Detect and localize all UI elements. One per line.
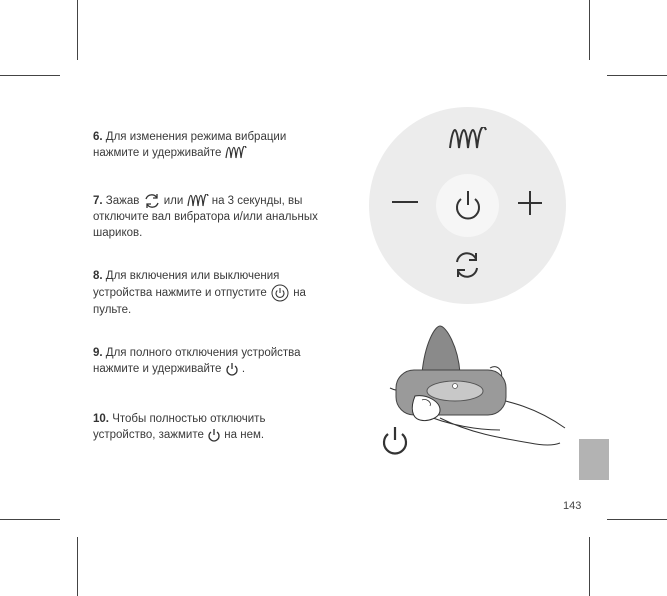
- instruction-text: Для полного отключения устройства: [105, 347, 301, 359]
- page-number: 143: [563, 500, 582, 512]
- instruction-text: шариков.: [93, 227, 143, 240]
- power-circle-icon: [270, 284, 290, 302]
- instruction-text: .: [241, 363, 246, 375]
- wave-icon[interactable]: [448, 127, 488, 151]
- instruction-text: нажмите и удерживайте: [93, 147, 222, 159]
- crop-mark: [589, 0, 590, 60]
- power-icon[interactable]: [453, 189, 483, 221]
- wave-icon: [187, 194, 209, 208]
- power-icon: [225, 362, 239, 376]
- instruction-text: пульте.: [93, 304, 132, 316]
- cycle-icon[interactable]: [452, 250, 482, 280]
- instruction-text: Зажав: [105, 195, 140, 208]
- cycle-icon: [143, 193, 161, 209]
- instruction-9: [93, 345, 353, 377]
- instruction-number: 6.: [93, 131, 103, 143]
- hand-device-illustration: [380, 318, 580, 463]
- minus-icon[interactable]: [391, 199, 419, 205]
- instruction-text: Чтобы полностью отключить: [112, 413, 266, 425]
- section-tab: [579, 439, 609, 480]
- crop-mark: [77, 0, 78, 60]
- crop-mark: [607, 75, 667, 76]
- instruction-text: нажмите и удерживайте: [93, 363, 222, 375]
- instruction-text: или: [163, 195, 184, 208]
- instruction-number: 9.: [93, 347, 103, 359]
- instruction-text: на 3 секунды, вы: [211, 195, 303, 208]
- crop-mark: [607, 519, 667, 520]
- crop-mark: [0, 75, 60, 76]
- instruction-6: [93, 129, 353, 161]
- instruction-7: [93, 193, 343, 241]
- instruction-text: Для изменения режима вибрации: [105, 131, 287, 143]
- instruction-text: отключите вал вибратора и/или анальных: [93, 211, 318, 224]
- instruction-number: 8.: [93, 270, 103, 282]
- crop-mark: [0, 519, 60, 520]
- instruction-text: устройства нажмите и отпустите: [93, 287, 267, 300]
- instruction-8: [93, 268, 353, 318]
- instruction-10: [93, 411, 353, 443]
- crop-mark: [77, 537, 78, 596]
- plus-icon[interactable]: [517, 190, 543, 216]
- crop-mark: [589, 537, 590, 596]
- instruction-text: устройство, зажмите: [93, 429, 204, 441]
- instruction-text: на нем.: [224, 429, 265, 441]
- instruction-number: 10.: [93, 413, 109, 425]
- power-icon: [207, 428, 221, 442]
- instruction-number: 7.: [93, 195, 103, 208]
- instruction-text: Для включения или выключения: [105, 270, 280, 282]
- instruction-text: на: [293, 287, 306, 300]
- remote-control: [369, 107, 566, 304]
- wave-icon: [225, 146, 247, 160]
